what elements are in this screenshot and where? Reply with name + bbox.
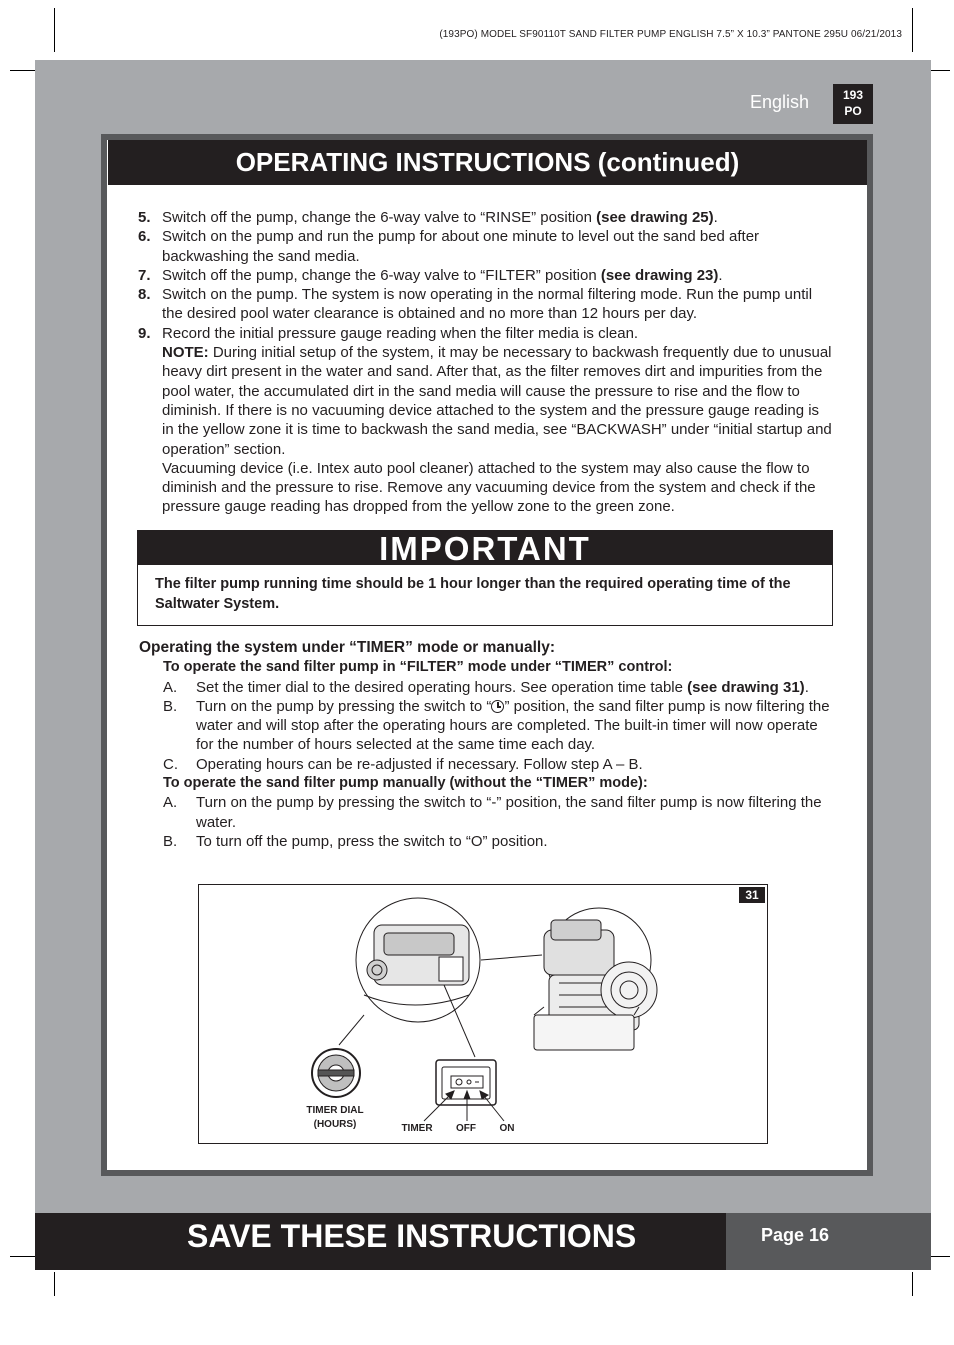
crop-mark (10, 70, 36, 71)
timer-clock-icon (491, 700, 504, 713)
product-code-badge (833, 84, 873, 124)
timer-section (139, 638, 839, 851)
language-label: English (750, 92, 810, 112)
drawing-31 (198, 884, 768, 1144)
footer-title: SAVE THESE INSTRUCTIONS (187, 1218, 637, 1254)
step-number: 9. (138, 324, 151, 342)
important-text: The filter pump running time should be 1 hour longer than the required operating time of the Saltwater System. (155, 576, 791, 612)
step-number: 8. (138, 286, 151, 304)
timer-label: TIMER (401, 1123, 433, 1134)
crop-mark (54, 1272, 55, 1296)
step-number: 5. (138, 209, 151, 226)
manual-mode-subheading: To operate the sand filter pump manually (without the “TIMER” mode): (163, 775, 648, 792)
crop-mark (10, 1256, 36, 1257)
step-item: 6. Switch on the pump and run the pump for about one minute to level out the sand bed after backwashing the sand media. (138, 228, 760, 265)
code-line-2: PO (844, 104, 862, 118)
manual-step-b: B. To turn off the pump, press the switch to “O” position. (163, 832, 548, 850)
section-title: OPERATING INSTRUCTIONS (continued) (108, 140, 867, 185)
important-heading: IMPORTANT (138, 531, 832, 565)
step-item: 7. Switch off the pump, change the 6-way valve to “FILTER” position (see drawing 23). (138, 266, 723, 284)
step-item: 5. Switch off the pump, change the 6-way valve to “RINSE” position (see drawing 25). (138, 209, 718, 226)
manual-step-a: A. Turn on the pump by pressing the switch to “-” position, the sand filter pump is now filtering the water. (163, 794, 822, 831)
important-box (137, 530, 833, 626)
timer-step-c: C. Operating hours can be re-adjusted if necessary. Follow step A – B. (163, 755, 643, 773)
step-item: 8. Switch on the pump. The system is now operating in the normal filtering mode. Run the pump until the desired pool water clearance is obtained and no more than 12 hours per day. (138, 286, 813, 323)
off-label: OFF (456, 1123, 476, 1134)
print-info: (193PO) MODEL SF90110T SAND FILTER PUMP ENGLISH 7.5” X 10.3” PANTONE 295U 06/21/2013 (439, 29, 902, 40)
crop-mark (912, 8, 913, 52)
note-paragraph: NOTE: During initial setup of the system, it may be necessary to backwash frequently due to unusual heavy dirt present in the water and sand. After that, as the filter removes dirt and impurities from the pool water, the accumulated dirt in the sand media will cause the pressure to rise and the flow to diminish. If there is no vacuuming device attached to the system and the pressure gauge reading is in the yellow zone it is time to backwash the sand media, see “BACKWASH” under “initial startup and operation” section. (162, 344, 832, 458)
vacuum-paragraph: Vacuuming device (i.e. Intex auto pool cleaner) attached to the system may also cause the flow to diminish and the pressure to rise. Remove any vacuuming device from the system and check if the pressure gauge reading has dropped from the yellow zone to the green zone. (162, 459, 816, 516)
on-label: ON (499, 1123, 515, 1134)
timer-step-a: A. Set the timer dial to the desired operating hours. See operation time table (see drawing 31). (163, 678, 809, 696)
timer-section-heading: Operating the system under “TIMER” mode or manually: (139, 639, 555, 656)
timer-step-b: B. Turn on the pump by pressing the switch to “ ” position, the sand filter pump is now filtering the water and will stop after the operating hours are completed. The built-in timer will now operate for the number of hours selected at the same time each day. (163, 697, 830, 754)
code-line-1: 193 (842, 88, 864, 102)
step-number: 6. (138, 228, 151, 246)
step-number: 7. (138, 266, 151, 284)
crop-mark (54, 8, 55, 52)
steps-list (138, 208, 834, 517)
crop-mark (912, 1272, 913, 1296)
figure-number: 31 (739, 887, 765, 903)
timer-mode-subheading: To operate the sand filter pump in “FILTER” mode under “TIMER” control: (163, 659, 673, 676)
step-item: 9. Record the initial pressure gauge reading when the filter media is clean. NOTE: During initial setup of the system, it may be necessary to backwash frequently due to unusual heavy dirt present in the water and sand. After that, as the filter removes dirt and impurities from the pool water, the accumulated dirt in the sand media will cause the pressure to rise and the flow to diminish. If there is no vacuuming device attached to the system and the pressure gauge reading is in the yellow zone it is time to backwash the sand media, see “BACKWASH” under “initial startup and operation” section. Vacuuming device (i.e. Intex auto pool cleaner) attached to the system may also cause the flow to diminish and the pressure to rise. Remove any vacuuming device from the system and check if the pressure gauge reading has dropped from the yellow zone to the green zone. (138, 324, 834, 517)
pump-illustration (199, 885, 767, 1143)
timer-dial-label: TIMER DIAL (HOURS) (306, 1105, 364, 1130)
page-number: Page 16 (761, 1225, 830, 1245)
